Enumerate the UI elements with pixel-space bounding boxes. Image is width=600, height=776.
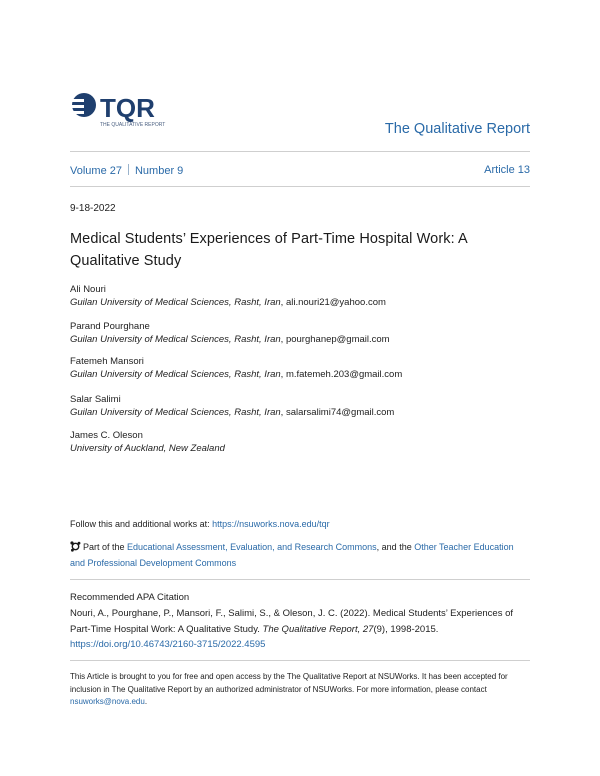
article-number-link[interactable]: Article 13 — [484, 164, 530, 176]
divider — [70, 579, 530, 580]
author-block: Parand Pourghane Guilan University of Medical Sciences, Rasht, Iran, pourghanep@gmail.com — [70, 320, 530, 346]
publication-date: 9-18-2022 — [70, 203, 116, 214]
access-notice-text: This Article is brought to you for free and open access by the The Qualitative Report at NSUWorks. It has been accepted for inclusion in The Qualitative Report by an authorized administrator of NSUWorks. For more information, please contact — [70, 672, 508, 694]
separator — [128, 164, 129, 175]
divider — [70, 151, 530, 152]
repository-link[interactable]: https://nsuworks.nova.edu/tqr — [212, 519, 330, 529]
volume-link[interactable]: Volume 27 — [70, 165, 122, 177]
author-block: Fatemeh Mansori Guilan University of Medical Sciences, Rasht, Iran, m.fatemeh.203@gmail.com — [70, 355, 530, 381]
journal-name-link[interactable]: The Qualitative Report — [384, 121, 530, 137]
follow-prefix: Follow this and additional works at: — [70, 519, 213, 529]
commons-link-1[interactable]: Educational Assessment, Evaluation, and Research Commons — [127, 542, 377, 552]
author-name: Fatemeh Mansori — [70, 356, 144, 367]
part-of-line — [70, 539, 530, 571]
part-of-middle: , and the — [376, 542, 415, 552]
citation-body: Nouri, A., Pourghane, P., Mansori, F., Salimi, S., & Oleson, J. C. (2022). Medical Students’ Experiences of Part-Time Hospital Work: A Qualitative Study. — [70, 608, 514, 635]
citation-issue-pages: (9), 1998-2015. — [373, 623, 439, 635]
issue-link[interactable]: Number 9 — [134, 165, 184, 177]
network-share-icon — [70, 541, 81, 552]
commons-link-2[interactable]: Other Teacher Education and Professional Development Commons — [70, 542, 514, 568]
author-name: James C. Oleson — [70, 430, 143, 441]
divider — [70, 186, 530, 187]
access-notice — [70, 671, 530, 709]
article-title: Medical Students’ Experiences of Part-Time Hospital Work: A Qualitative Study — [70, 231, 468, 269]
author-affiliation: Guilan University of Medical Sciences, Rasht, Iran — [70, 407, 281, 418]
citation-journal: The Qualitative Report, 27 — [262, 623, 374, 635]
tqr-logo — [70, 90, 188, 132]
author-block — [70, 429, 530, 455]
citation-heading: Recommended APA Citation — [70, 592, 190, 603]
part-of-prefix: Part of the — [83, 542, 128, 552]
author-affiliation: Guilan University of Medical Sciences, Rasht, Iran — [70, 369, 281, 380]
divider — [70, 660, 530, 661]
access-notice-end: . — [144, 697, 148, 706]
author-affiliation: Guilan University of Medical Sciences, Rasht, Iran — [70, 334, 281, 345]
citation-text — [70, 606, 530, 653]
author-affiliation: Guilan University of Medical Sciences, Rasht, Iran — [70, 297, 281, 308]
author-email: salarsalimi74@gmail.com — [285, 407, 395, 418]
contact-email-link[interactable]: nsuworks@nova.edu — [70, 697, 145, 706]
logo-wordmark: TQR — [100, 93, 155, 123]
author-block: Ali Nouri Guilan University of Medical Sciences, Rasht, Iran, ali.nouri21@yahoo.com — [70, 283, 530, 309]
author-email: ali.nouri21@yahoo.com — [285, 297, 386, 308]
author-name: Ali Nouri — [70, 284, 106, 295]
author-affiliation: University of Auckland, New Zealand — [70, 443, 225, 454]
volume-issue — [70, 164, 183, 177]
author-email: pourghanep@gmail.com — [285, 334, 390, 345]
author-block: Salar Salimi Guilan University of Medical Sciences, Rasht, Iran, salarsalimi74@gmail.com — [70, 393, 530, 419]
author-name: Parand Pourghane — [70, 321, 150, 332]
author-name: Salar Salimi — [70, 394, 121, 405]
logo-subtext: THE QUALITATIVE REPORT — [100, 122, 166, 128]
doi-link[interactable]: https://doi.org/10.46743/2160-3715/2022.4595 — [70, 639, 266, 650]
follow-line — [70, 519, 330, 529]
author-email: m.fatemeh.203@gmail.com — [285, 369, 403, 380]
